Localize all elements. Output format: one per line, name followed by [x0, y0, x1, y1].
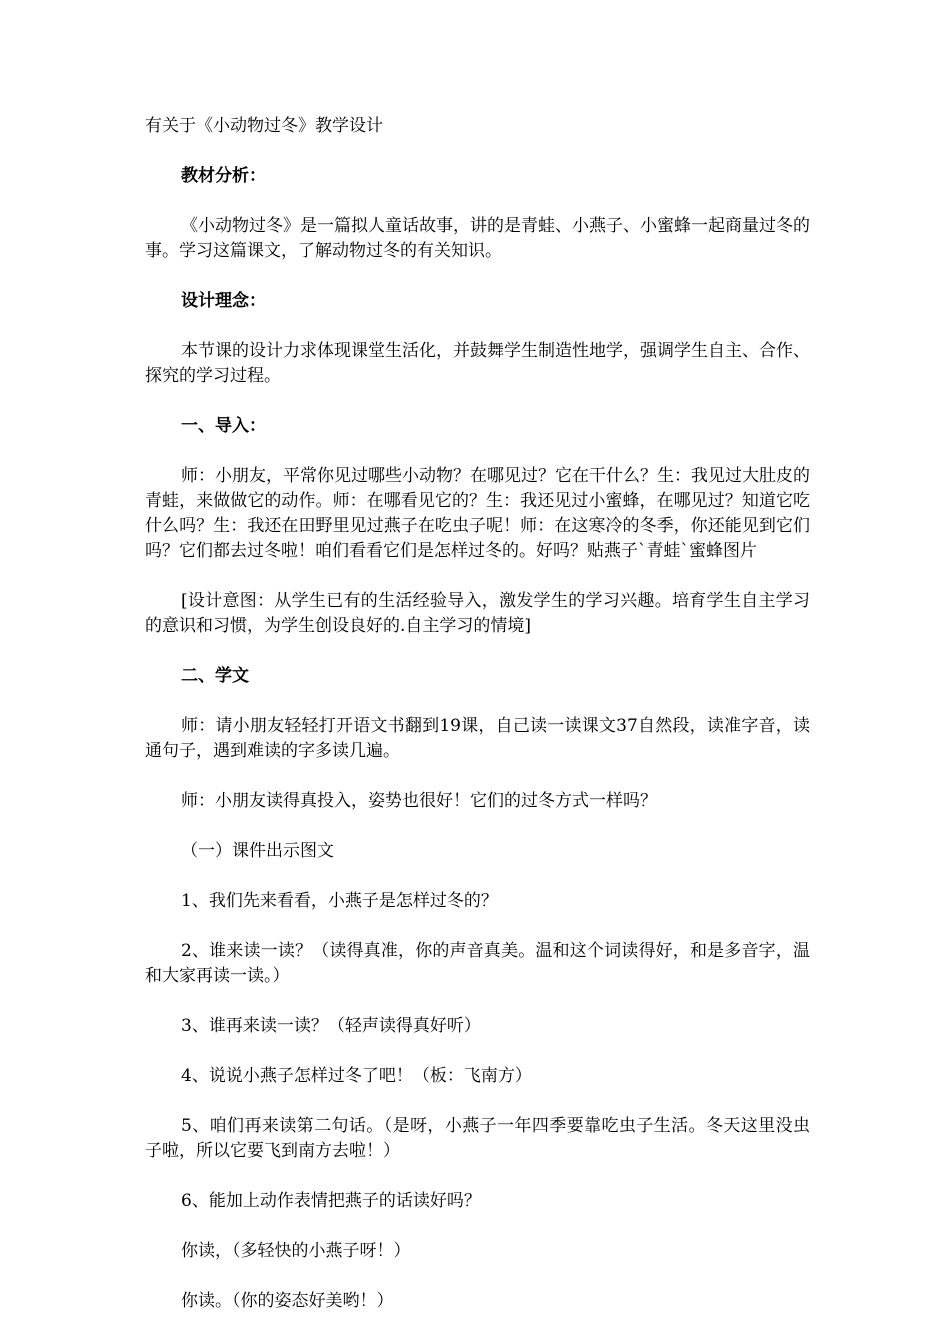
sub-heading: （一）课件出示图文: [181, 841, 334, 861]
concept-paragraph: 本节课的设计力求体现课堂生活化，并鼓舞学生制造性地学，强调学生自主、合作、探究的学习过程。: [145, 341, 810, 386]
intro-heading: 一、导入：: [181, 416, 266, 436]
list-item: 4、说说小燕子怎样过冬了吧！（板：飞南方）: [181, 1066, 532, 1086]
analysis-heading: 教材分析：: [181, 166, 266, 186]
study-paragraph-1: 师：请小朋友轻轻打开语文书翻到19课，自己读一读课文37自然段，读准字音，读通句子，遇到难读的字多读几遍。: [145, 716, 810, 761]
list-item: 5、咱们再来读第二句话。（是呀，小燕子一年四季要靠吃虫子生活。冬天这里没虫子啦，所以它要飞到南方去啦！）: [145, 1116, 810, 1161]
document-page: [145, 114, 810, 1339]
study-paragraph-2: 师：小朋友读得真投入，姿势也很好！它们的过冬方式一样吗？: [181, 791, 657, 811]
concept-heading: 设计理念：: [181, 291, 266, 311]
list-item: 2、谁来读一读？（读得真准，你的声音真美。温和这个词读得好，和是多音字，温和大家再读一读。）: [145, 941, 810, 986]
analysis-paragraph: 《小动物过冬》是一篇拟人童话故事，讲的是青蛙、小燕子、小蜜蜂一起商量过冬的事。学习这篇课文，了解动物过冬的有关知识。: [145, 216, 810, 261]
study-heading: 二、学文: [181, 666, 249, 686]
document-title: 有关于《小动物过冬》教学设计: [145, 116, 383, 136]
reading-line: 你读。（你的姿态好美哟！）: [181, 1291, 394, 1311]
list-item: 6、能加上动作表情把燕子的话读好吗？: [181, 1191, 481, 1211]
list-item: 3、谁再来读一读？（轻声读得真好听）: [181, 1016, 481, 1036]
reading-line: 你读，（多轻快的小燕子呀！）: [181, 1241, 411, 1261]
design-intent-paragraph: [设计意图：从学生已有的生活经验导入，激发学生的学习兴趣。培育学生自主学习的意识和习惯，为学生创设良好的.自主学习的情境]: [145, 591, 810, 636]
list-item: 1、我们先来看看，小燕子是怎样过冬的？: [181, 891, 498, 911]
intro-paragraph: 师：小朋友，平常你见过哪些小动物？在哪见过？它在干什么？生：我见过大肚皮的青蛙，来做做它的动作。师：在哪看见它的？生：我还见过小蜜蜂，在哪见过？知道它吃什么吗？生：我还在田野里见过燕子在吃虫子呢！师：在这寒冷的冬季，你还能见到它们吗？它们都去过冬啦！咱们看看它们是怎样过冬的。好吗？贴燕子`青蛙`蜜蜂图片: [145, 466, 810, 561]
